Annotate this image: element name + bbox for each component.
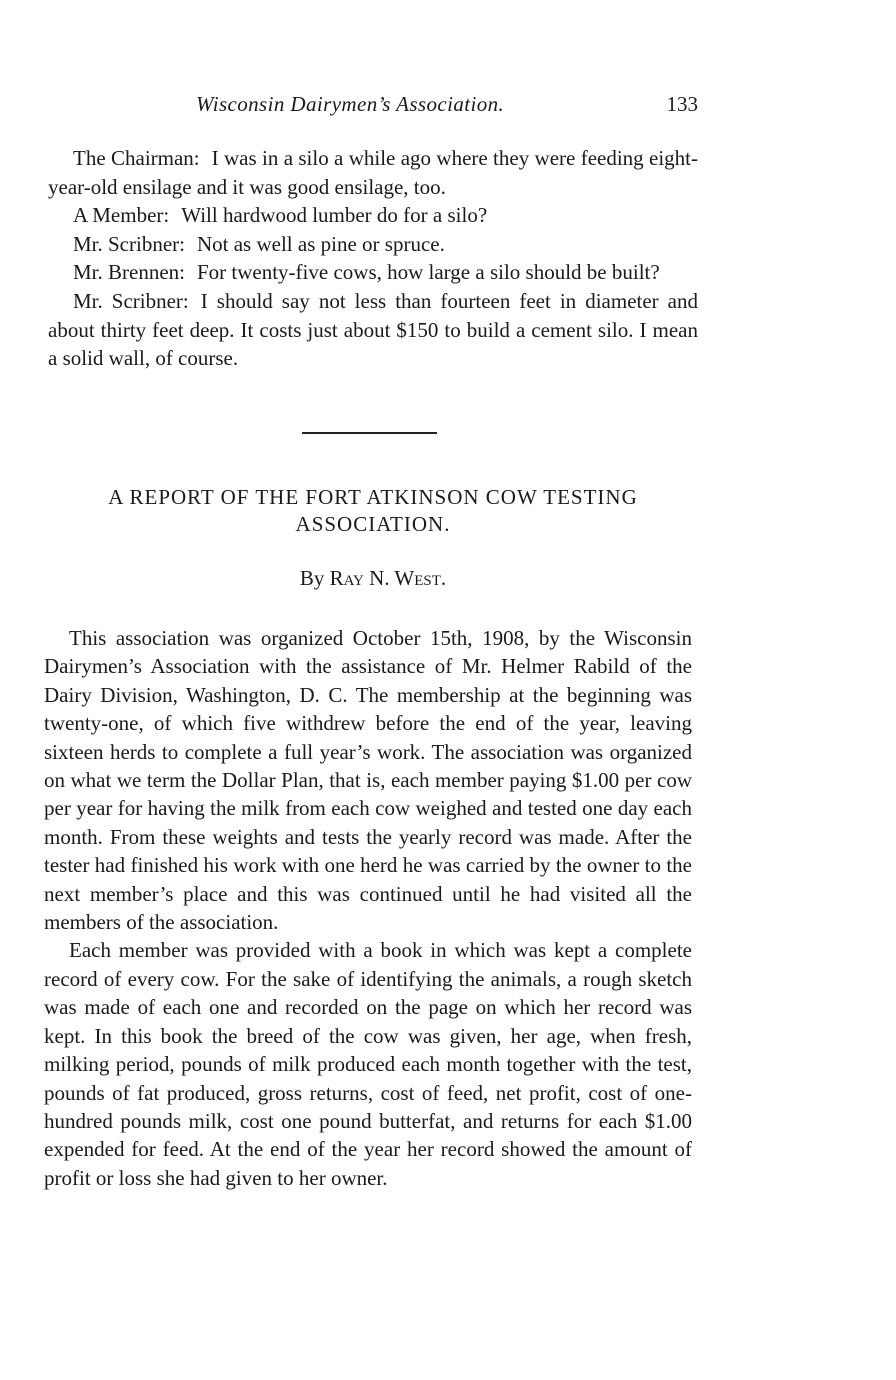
dialogue-paragraph <box>48 201 698 230</box>
dialogue-text: I was in a silo a while ago where they were feeding eight-year-old ensilage and it was good ensilage, too. <box>48 146 699 199</box>
dialogue-text: For twenty-five cows, how large a silo should be built? <box>196 260 660 285</box>
speaker-label: The Chairman: <box>73 146 200 170</box>
speaker-label: Mr. Scribner: <box>73 231 185 256</box>
author-name: Ray N. West. <box>329 566 447 590</box>
dialogue-text: Not as well as pine or spruce. <box>196 231 445 256</box>
article-title-line: ASSOCIATION. <box>295 512 451 536</box>
article-title-line: A REPORT OF THE FORT ATKINSON COW TESTING <box>108 485 638 509</box>
running-title: Wisconsin Dairymen’s Association. <box>196 92 505 116</box>
speaker-label: A Member: <box>73 203 170 228</box>
dialogue-text: I should say not less than fourteen feet in diameter and about thirty feet deep. It costs just about $150 to build a cement silo. I mean a solid wall, of course. <box>48 288 699 371</box>
running-header <box>48 88 698 122</box>
article-title <box>48 484 698 538</box>
discussion-section <box>48 144 698 373</box>
speaker-label: Mr. Brennen: <box>73 260 185 285</box>
section-divider <box>302 432 437 434</box>
dialogue-paragraph <box>48 258 698 287</box>
body-paragraph: This association was organized October 15th, 1908, by the Wisconsin Dairymen’s Association with the assistance of Mr. Helmer Rabild of the Dairy Division, Washington, D. C. The membership at the beginning was twenty-one, of which five withdrew before the end of the year, leaving sixteen herds to complete a full year’s work. The association was organized on what we term the Dollar Plan, that is, each member paying $1.00 per cow per year for having the milk from each cow weighed and tested one day each month. From these weights and tests the yearly record was made. After the tester had finished his work with one herd he was carried by the owner to the next member’s place and this was continued until he had visited all the members of the association. <box>44 626 692 935</box>
page-number: 133 <box>666 92 698 116</box>
speaker-label: Mr. Scribner: <box>73 288 189 313</box>
dialogue-text: Will hardwood lumber do for a silo? <box>181 203 488 228</box>
dialogue-paragraph <box>48 144 698 201</box>
article-body <box>44 624 692 1192</box>
dialogue-paragraph <box>48 287 698 373</box>
byline-prefix: By <box>299 566 325 590</box>
byline <box>48 566 698 591</box>
body-paragraph: Each member was provided with a book in which was kept a complete record of every cow. For the sake of identifying the animals, a rough sketch was made of each one and recorded on the page on which her record was kept. In this book the breed of the cow was given, her age, when fresh, milking period, pounds of milk produced each month together with the test, pounds of fat produced, gross returns, cost of feed, net profit, cost of one-hundred pounds milk, cost one pound butterfat, and returns for each $1.00 expended for feed. At the end of the year her record showed the amount of profit or loss she had given to her owner. <box>44 938 692 1190</box>
dialogue-paragraph <box>48 230 698 259</box>
